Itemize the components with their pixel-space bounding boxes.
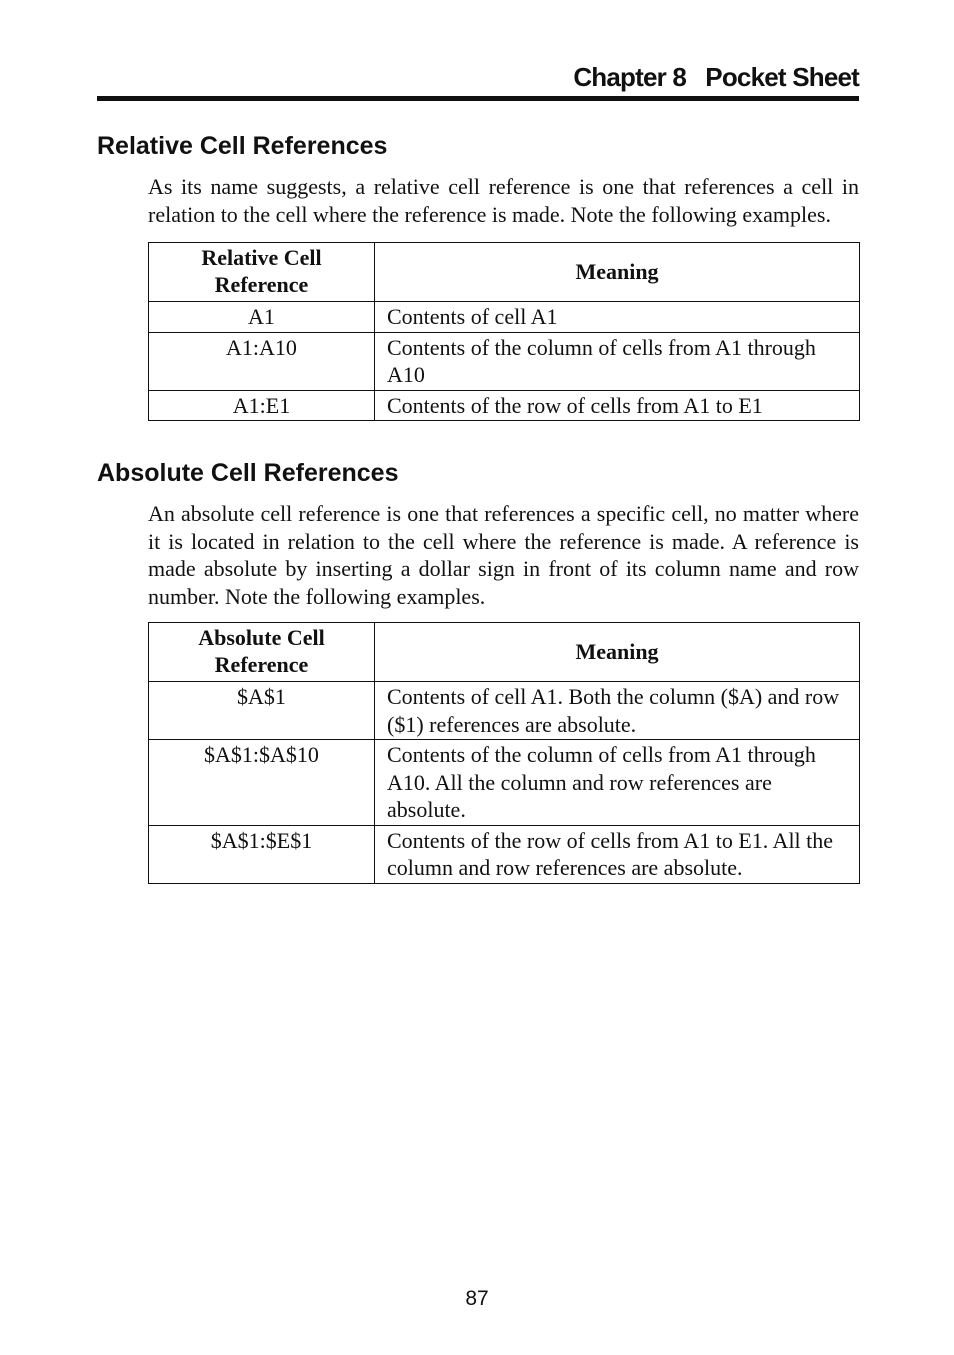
reference-cell: $A$1:$A$10 <box>149 740 375 826</box>
column-header-reference: Relative Cell Reference <box>149 243 375 302</box>
table-header-row <box>149 243 860 302</box>
page-header <box>97 60 859 100</box>
meaning-cell: Contents of cell A1 <box>375 302 860 333</box>
table-header-row <box>149 623 860 682</box>
reference-cell: $A$1 <box>149 682 375 740</box>
table-row <box>149 332 860 390</box>
column-header-meaning: Meaning <box>375 623 860 682</box>
page-number: 87 <box>465 1287 489 1310</box>
absolute-section-heading: Absolute Cell References <box>97 459 399 487</box>
table-row <box>149 302 860 333</box>
header-rule <box>97 96 859 101</box>
reference-cell: A1:A10 <box>149 332 375 390</box>
chapter-title: Chapter 8 Pocket Sheet <box>573 62 859 92</box>
table-row <box>149 740 860 826</box>
meaning-cell: Contents of cell A1. Both the column ($A) and row ($1) references are absolute. <box>375 682 860 740</box>
meaning-cell: Contents of the column of cells from A1 through A10 <box>375 332 860 390</box>
table-row <box>149 390 860 421</box>
reference-cell: A1:E1 <box>149 390 375 421</box>
relative-section-paragraph: As its name suggests, a relative cell reference is one that references a cell in relation to the cell where the reference is made. Note the following examples. <box>148 174 859 227</box>
reference-cell: A1 <box>149 302 375 333</box>
table-row <box>149 825 860 883</box>
reference-cell: $A$1:$E$1 <box>149 825 375 883</box>
relative-section-heading: Relative Cell References <box>97 132 388 160</box>
meaning-cell: Contents of the column of cells from A1 through A10. All the column and row references are absolute. <box>375 740 860 826</box>
column-header-reference: Absolute Cell Reference <box>149 623 375 682</box>
column-header-meaning: Meaning <box>375 243 860 302</box>
absolute-reference-table <box>148 622 860 884</box>
absolute-section-paragraph: An absolute cell reference is one that references a specific cell, no matter where it is located in relation to the cell where the reference is made. A reference is made absolute by inserting a dollar sign in front of its column name and row number. Note the following examples. <box>148 501 859 609</box>
table-row <box>149 682 860 740</box>
meaning-cell: Contents of the row of cells from A1 to E1. All the column and row references are absolute. <box>375 825 860 883</box>
relative-reference-table <box>148 242 860 421</box>
meaning-cell: Contents of the row of cells from A1 to E1 <box>375 390 860 421</box>
